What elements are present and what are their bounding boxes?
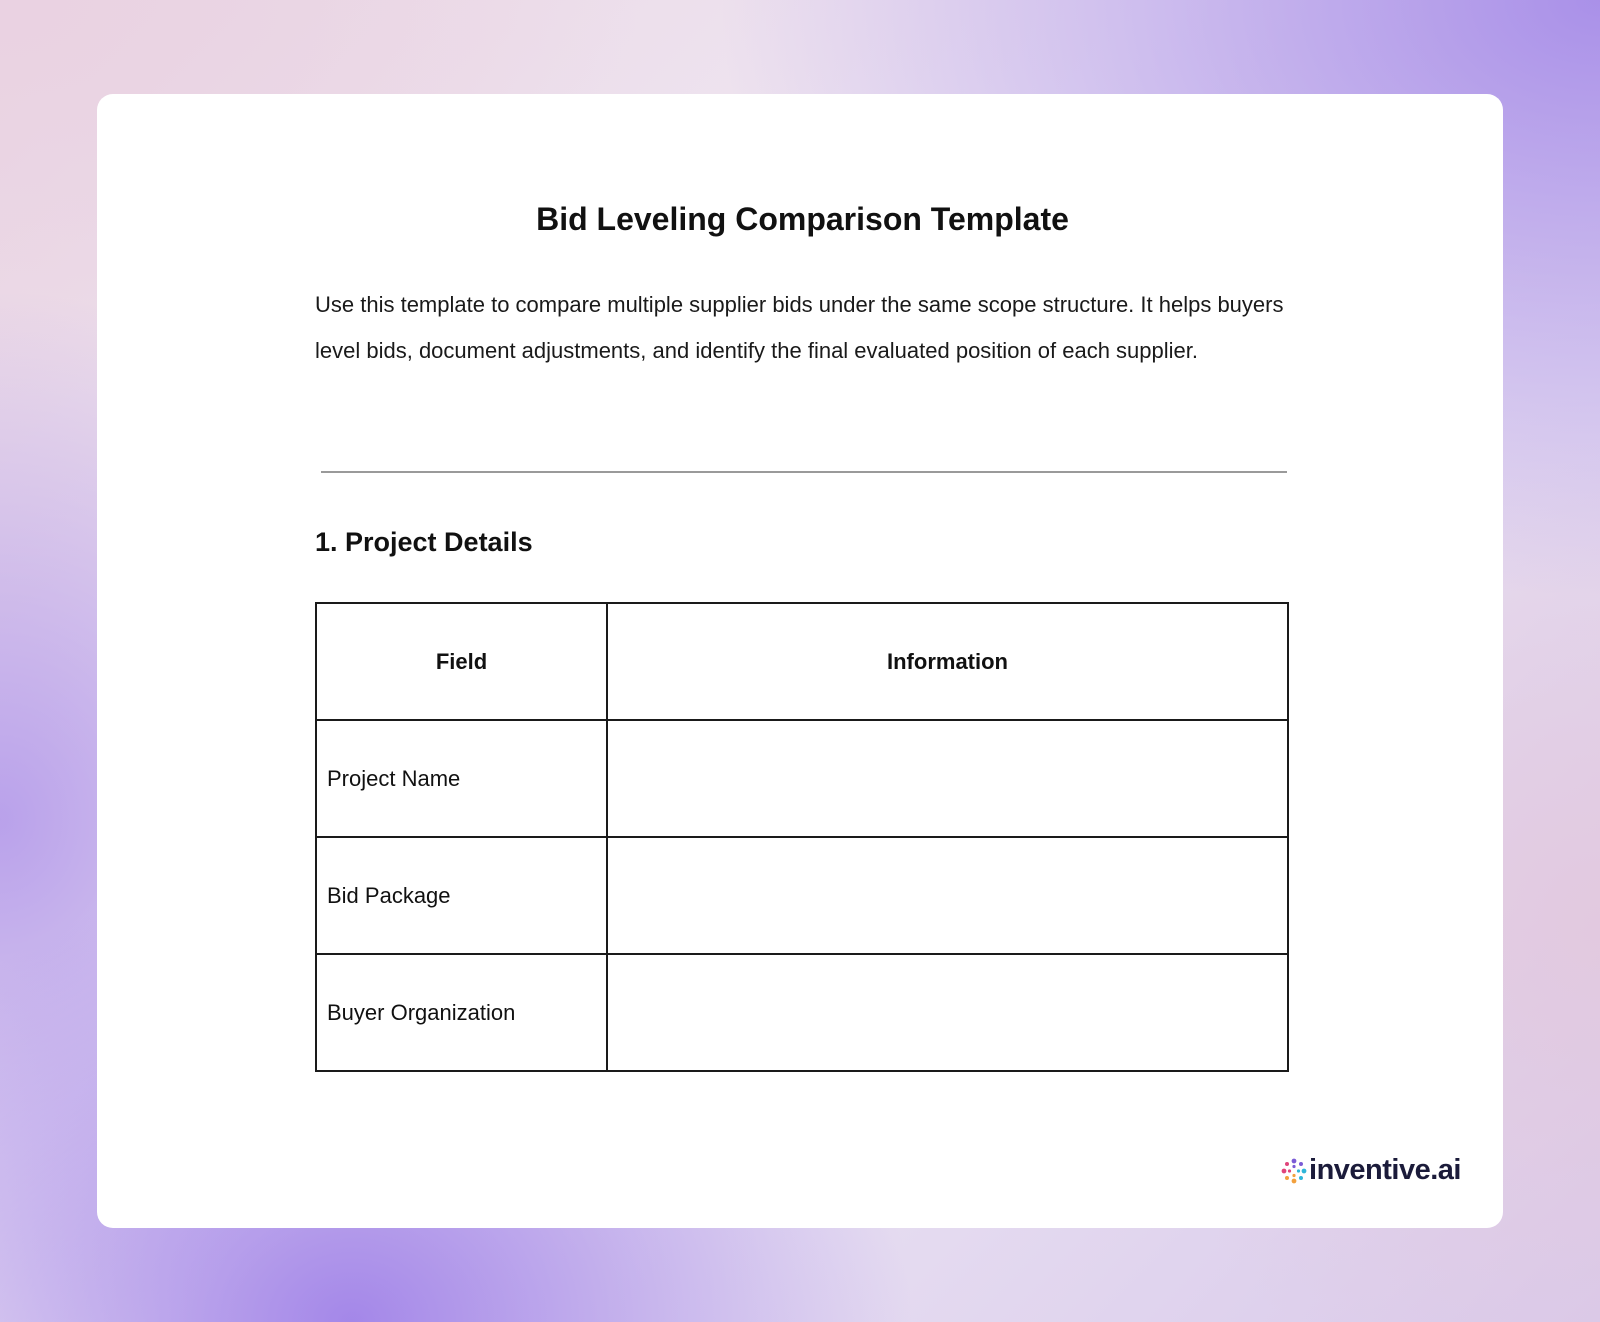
- sparkle-logo-icon: [1281, 1158, 1307, 1184]
- column-header-information: Information: [607, 603, 1288, 720]
- information-cell[interactable]: [607, 720, 1288, 837]
- field-cell: Bid Package: [316, 837, 607, 954]
- field-cell: Project Name: [316, 720, 607, 837]
- document-page: [315, 94, 1290, 1074]
- intro-paragraph: Use this template to compare multiple supplier bids under the same scope structure. It helps buyers level bids, document adjustments, and identify the final evaluated position of each supplier.: [315, 292, 1284, 363]
- column-header-field: Field: [316, 603, 607, 720]
- document-title: Bid Leveling Comparison Template: [536, 201, 1069, 237]
- table-row: [316, 837, 1288, 954]
- document-card: [97, 94, 1503, 1228]
- section-heading: 1. Project Details: [315, 527, 533, 557]
- project-details-table: [315, 602, 1289, 1072]
- table-header-row: [316, 603, 1288, 720]
- table-row: [316, 954, 1288, 1071]
- information-cell[interactable]: [607, 837, 1288, 954]
- logo-text: inventive.ai: [1309, 1154, 1461, 1186]
- brand-logo: [1281, 1156, 1461, 1185]
- section-divider: [321, 471, 1287, 473]
- field-cell: Buyer Organization: [316, 954, 607, 1071]
- information-cell[interactable]: [607, 954, 1288, 1071]
- table-row: [316, 720, 1288, 837]
